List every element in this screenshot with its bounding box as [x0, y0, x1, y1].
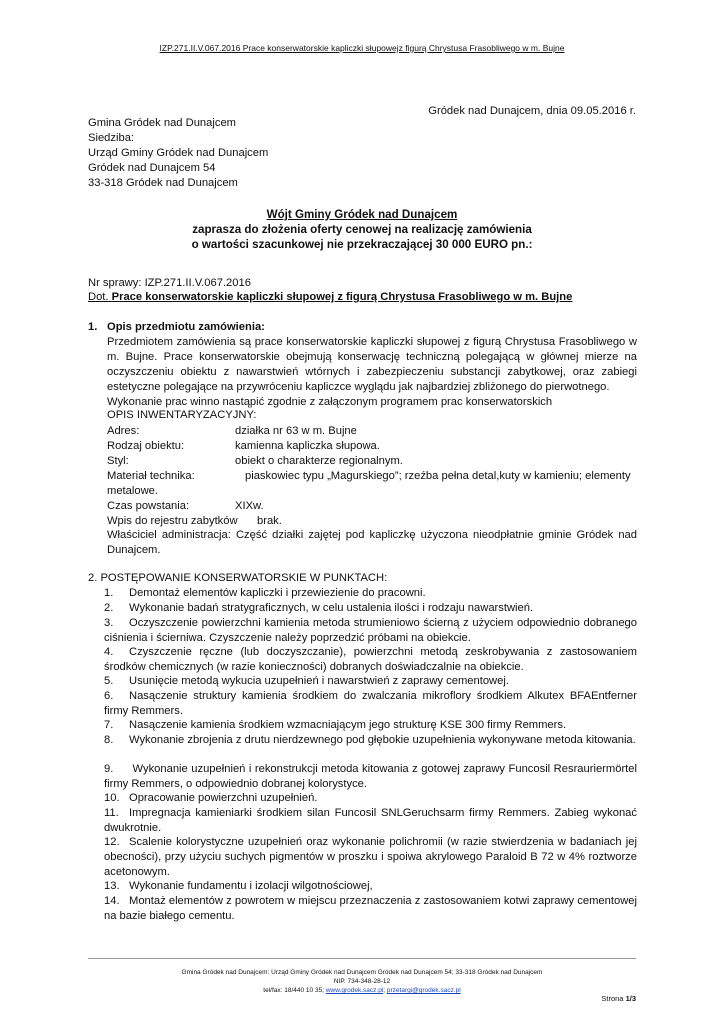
- item-text: Nasączenie kamienia środkiem wzmacniającym jego strukturę KSE 300 firmy Remmers.: [129, 719, 567, 731]
- inventory-value: piaskowiec typu „Magurskiego”; rzeźba pełna detal,kuty w kamieniu; elementy: [245, 470, 631, 482]
- item-text: Czyszczenie ręczne (lub doczyszczanie), powierzchni metodą zeskrobywania z zastosowaniem środków chemicznych (w razie konieczności) dobranych doświadczalnie na obiekcie.: [104, 646, 637, 673]
- item-text: Impregnacja kamieniarki środkiem silan Funcosil SNLGeruchsarm firmy Remmers. Zabieg wykonać dwukrotnie.: [104, 807, 637, 834]
- document-title: Wójt Gminy Gródek nad Dunajcem: [266, 208, 458, 221]
- item-number: 7.: [104, 719, 114, 731]
- item-number: 13.: [104, 880, 120, 892]
- document-subtitle: zaprasza do złożenia oferty cenowej na realizację zamówienia: [192, 223, 532, 236]
- item-text: Wykonanie uzupełnień i rekonstrukcji metoda kitowania z gotowej zaprawy Funcosil Resrauriermörtel firmy Remmers, o odpowiednio dobranej kolorystyce.: [104, 763, 637, 790]
- inventory-value: XIXw.: [235, 500, 264, 512]
- inventory-row: [107, 484, 158, 499]
- procedure-item: [104, 601, 637, 616]
- item-number: 5.: [104, 675, 114, 687]
- address-line: Gródek nad Dunajcem 54: [88, 162, 216, 174]
- procedure-item: [104, 806, 637, 836]
- inventory-value: działka nr 63 w m. Bujne: [235, 425, 357, 437]
- procedure-item: [104, 616, 637, 646]
- inventory-label: Czas powstania:: [107, 500, 190, 512]
- page-number: [601, 994, 636, 1003]
- section1-heading: [88, 320, 265, 335]
- address-line: 33-318 Gródek nad Dunajcem: [88, 177, 238, 189]
- inventory-label: Wpis do rejestru zabytków: [107, 515, 238, 527]
- item-text: Demontaż elementów kapliczki i przewiezienie do pracowni.: [129, 587, 426, 599]
- footer-nip: NIP. 734-348-28-12: [333, 978, 391, 985]
- inventory-value: kamienna kapliczka słupowa.: [235, 440, 380, 452]
- document-subtitle: o wartości szacunkowej nie przekraczającej 30 000 EURO pn.:: [191, 238, 533, 251]
- procedure-item: [104, 733, 637, 748]
- inventory-row: [107, 514, 282, 529]
- procedure-item: [104, 762, 637, 792]
- footer-divider: [88, 958, 636, 959]
- procedure-item: [104, 645, 637, 675]
- inventory-row: [107, 469, 631, 484]
- subject-text: Prace konserwatorskie kapliczki słupowej z figurą Chrystusa Frasobliwego w m. Bujne: [111, 291, 573, 303]
- item-number: 14.: [104, 895, 120, 907]
- item-text: Usunięcie metodą wykucia uzupełnień i nawarstwień z zaprawy cementowej.: [129, 675, 509, 687]
- footer-address: Gmina Gródek nad Dunajcem: Urząd Gminy Gródek nad Dunajcem Gródek nad Dunajcem 54; 33-318 Gródek nad Dunajcem: [181, 969, 543, 976]
- item-text: Opracowanie powierzchni uzupełnień.: [129, 792, 318, 804]
- item-number: 8.: [104, 734, 114, 746]
- address-block: [88, 116, 268, 191]
- item-text: Wykonanie fundamentu i izolacji wilgotnościowej,: [129, 880, 373, 892]
- inventory-label: Materiał technika:: [107, 470, 195, 482]
- header-reference: IZP.271.II.V.067.2016 Prace konserwatorskie kapliczki słupowejz figurą Chrystusa Frasobliwego w m. Bujne: [159, 43, 565, 53]
- procedure-item: [104, 791, 637, 806]
- inventory-row: [107, 439, 380, 454]
- case-number: Nr sprawy: IZP.271.II.V.067.2016: [88, 277, 251, 289]
- item-number: 6.: [104, 690, 114, 702]
- inventory-row: [107, 499, 264, 514]
- item-number: 4.: [104, 646, 114, 658]
- item-number: 10.: [104, 792, 120, 804]
- section1-paragraph: Przedmiotem zamówienia są prace konserwatorskie kapliczki słupowej z figurą Chrystusa Frasobliwego w m. Bujne. Prace konserwatorskie obejmują konserwację techniczną polegającą w głównej mierze na oczyszczeniu obiektu z nawarstwień wtórnych i zabezpieczeniu substancji zabytkowej, oraz zabiegi estetyczne polegające na przywróceniu kapliczce wyglądu jak najbardziej zbliżonego do pierwotnego.: [107, 336, 637, 393]
- inventory-value: brak.: [257, 515, 282, 527]
- item-text: Wykonanie badań stratygraficznych, w celu ustalenia ilości i rodzaju nawarstwień.: [129, 602, 534, 614]
- procedure-item: [104, 689, 637, 719]
- owner-paragraph: Właściciel administracja: Część działki zajętej pod kapliczkę użyczona nieodpłatnie gminie Gródek nad Dunajcem.: [107, 529, 637, 556]
- section2-heading: 2. POSTĘPOWANIE KONSERWATORSKIE W PUNKTACH:: [88, 572, 388, 584]
- inventory-label: Adres:: [107, 425, 140, 437]
- address-line: Urząd Gminy Gródek nad Dunajcem: [88, 147, 269, 159]
- email-link[interactable]: przetargi@grodek.sacz.pl: [386, 987, 461, 994]
- footer-separator: ;: [383, 987, 387, 994]
- item-text: Wykonanie zbrojenia z drutu nierdzewnego pod głębokie uzupełnienia wykonywane metoda kitowania.: [129, 734, 636, 746]
- inventory-value: obiekt o charakterze regionalnym.: [235, 455, 403, 467]
- footer-phone: tel/fax: 18/440 10 35;: [263, 987, 326, 994]
- inventory-heading: OPIS INWENTARYZACYJNY:: [107, 409, 257, 421]
- inventory-label: metalowe.: [107, 485, 158, 497]
- inventory-label: Rodzaj obiektu:: [107, 440, 185, 452]
- item-number: 1.: [104, 587, 114, 599]
- website-link[interactable]: www.grodek.sacz.pl: [325, 987, 384, 994]
- page-value: 1/3: [625, 994, 636, 1003]
- subject-line: [88, 290, 572, 305]
- item-number: 3.: [104, 617, 114, 629]
- section-number: 1.: [88, 321, 98, 333]
- item-number: 9.: [104, 763, 114, 775]
- item-text: Nasączenie struktury kamienia środkiem do zwalczania mikroflory środkiem Alkutex BFAEntferner firmy Remmers.: [104, 690, 637, 717]
- inventory-label: Styl:: [107, 455, 129, 467]
- procedure-item: [104, 718, 637, 733]
- procedure-item: [104, 586, 637, 601]
- address-line: Siedziba:: [88, 132, 135, 144]
- item-text: Scalenie kolorystyczne uzupełnień oraz wykonanie polichromii (w razie stwierdzenia w badaniach jej obecności), przy użyciu suchych pigmentów w proszku i spoiwa akrylowego Paraloid B 72 w 4% roztworze acetonowym.: [104, 836, 637, 878]
- document-date: Gródek nad Dunajcem, dnia 09.05.2016 r.: [428, 105, 636, 117]
- section1-paragraph: Wykonanie prac winno nastąpić zgodnie z załączonym programem prac konserwatorskich: [107, 396, 553, 408]
- item-text: Oczyszczenie powierzchni kamienia metoda strumieniowo ścierną z użyciem odpowiednio dobranego ciśnienia i ścierniwa. Czyszczenie należy poprzedzić próbami na obiekcie.: [104, 617, 637, 644]
- item-text: Montaż elementów z powrotem w miejscu przeznaczenia z zastosowaniem kotwi zaprawy cementowej na bazie białego cementu.: [104, 895, 637, 922]
- subject-prefix: Dot.: [88, 291, 109, 303]
- item-number: 12.: [104, 836, 120, 848]
- item-number: 2.: [104, 602, 114, 614]
- section-title: Opis przedmiotu zamówienia:: [107, 321, 265, 333]
- procedure-item: [104, 835, 637, 880]
- item-number: 11.: [104, 807, 119, 819]
- procedure-item: [104, 879, 637, 894]
- procedure-item: [104, 894, 637, 924]
- inventory-row: [107, 424, 357, 439]
- procedure-item: [104, 674, 637, 689]
- page-label: Strona: [601, 994, 626, 1003]
- address-line: Gmina Gródek nad Dunajcem: [88, 117, 236, 129]
- inventory-row: [107, 454, 403, 469]
